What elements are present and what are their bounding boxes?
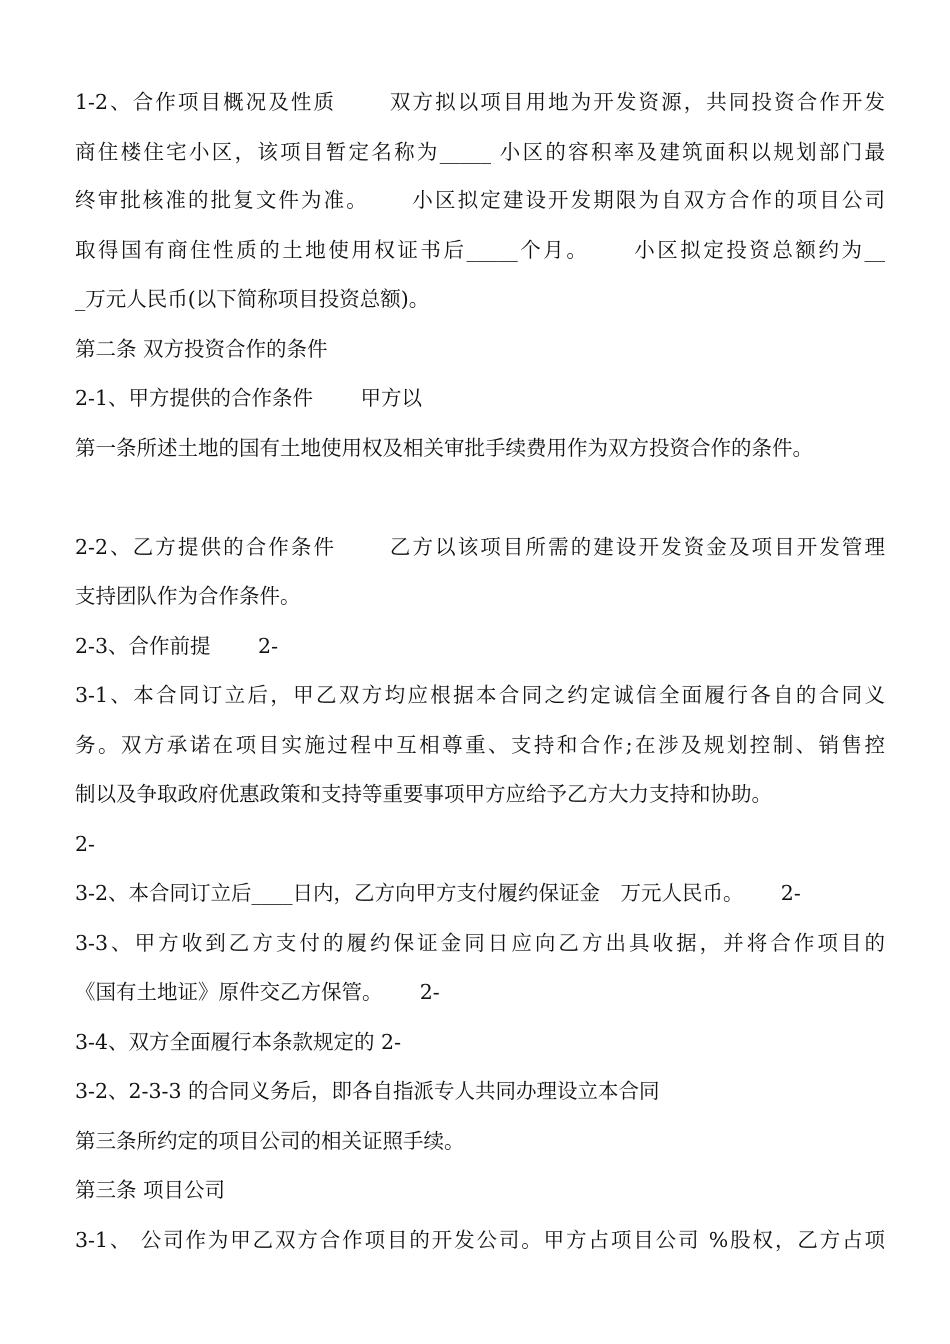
text-line: 取得国有商住性质的土地使用权证书后_____个月。 小区拟定投资总额约为__ (75, 238, 885, 262)
text-line: 3-1、 公司作为甲乙双方合作项目的开发公司。甲方占项目公司 %股权，乙方占项 (75, 1228, 885, 1252)
text-line: 商住楼住宅小区，该项目暂定名称为_____ 小区的容积率及建筑面积以规划部门最 (75, 140, 885, 164)
section-heading: 第三条 项目公司 (75, 1178, 226, 1202)
text-line: 1-2、合作项目概况及性质 双方拟以项目用地为开发资源，共同投资合作开发 (75, 90, 885, 114)
text-line: 支持团队作为合作条件。 (75, 584, 301, 608)
text-line: 第一条所述土地的国有土地使用权及相关审批手续费用作为双方投资合作的条件。 (75, 436, 813, 460)
text-line: 2-1、甲方提供的合作条件 甲方以 (75, 386, 423, 410)
text-line: 2-2、乙方提供的合作条件 乙方以该项目所需的建设开发资金及项目开发管理 (75, 535, 885, 559)
section-heading: 第二条 双方投资合作的条件 (75, 337, 328, 361)
text-line: 第三条所约定的项目公司的相关证照手续。 (75, 1129, 465, 1153)
text-line: 3-4、双方全面履行本条款规定的 2- (75, 1030, 401, 1054)
text-line: 终审批核准的批复文件为准。 小区拟定建设开发期限为自双方合作的项目公司 (75, 188, 885, 212)
text-line: 3-2、本合同订立后____日内，乙方向甲方支付履约保证金 万元人民币。 2- (75, 881, 801, 905)
text-line: 《国有土地证》原件交乙方保管。 2- (75, 980, 440, 1004)
text-line: 2- (75, 832, 95, 856)
text-line: 3-2、2-3-3 的合同义务后，即各自指派专人共同办理设立本合同 (75, 1079, 660, 1103)
text-line: _万元人民币(以下简称项目投资总额)。 (75, 287, 430, 311)
text-line: 3-3、甲方收到乙方支付的履约保证金同日应向乙方出具收据，并将合作项目的 (75, 931, 885, 955)
text-line: 2-3、合作前提 2- (75, 634, 278, 658)
text-line: 制以及争取政府优惠政策和支持等重要事项甲方应给予乙方大力支持和协助。 (75, 782, 772, 806)
text-line: 务。双方承诺在项目实施过程中互相尊重、支持和合作;在涉及规划控制、销售控 (75, 733, 885, 757)
text-line: 3-1、本合同订立后，甲乙双方均应根据本合同之约定诚信全面履行各自的合同义 (75, 683, 885, 707)
